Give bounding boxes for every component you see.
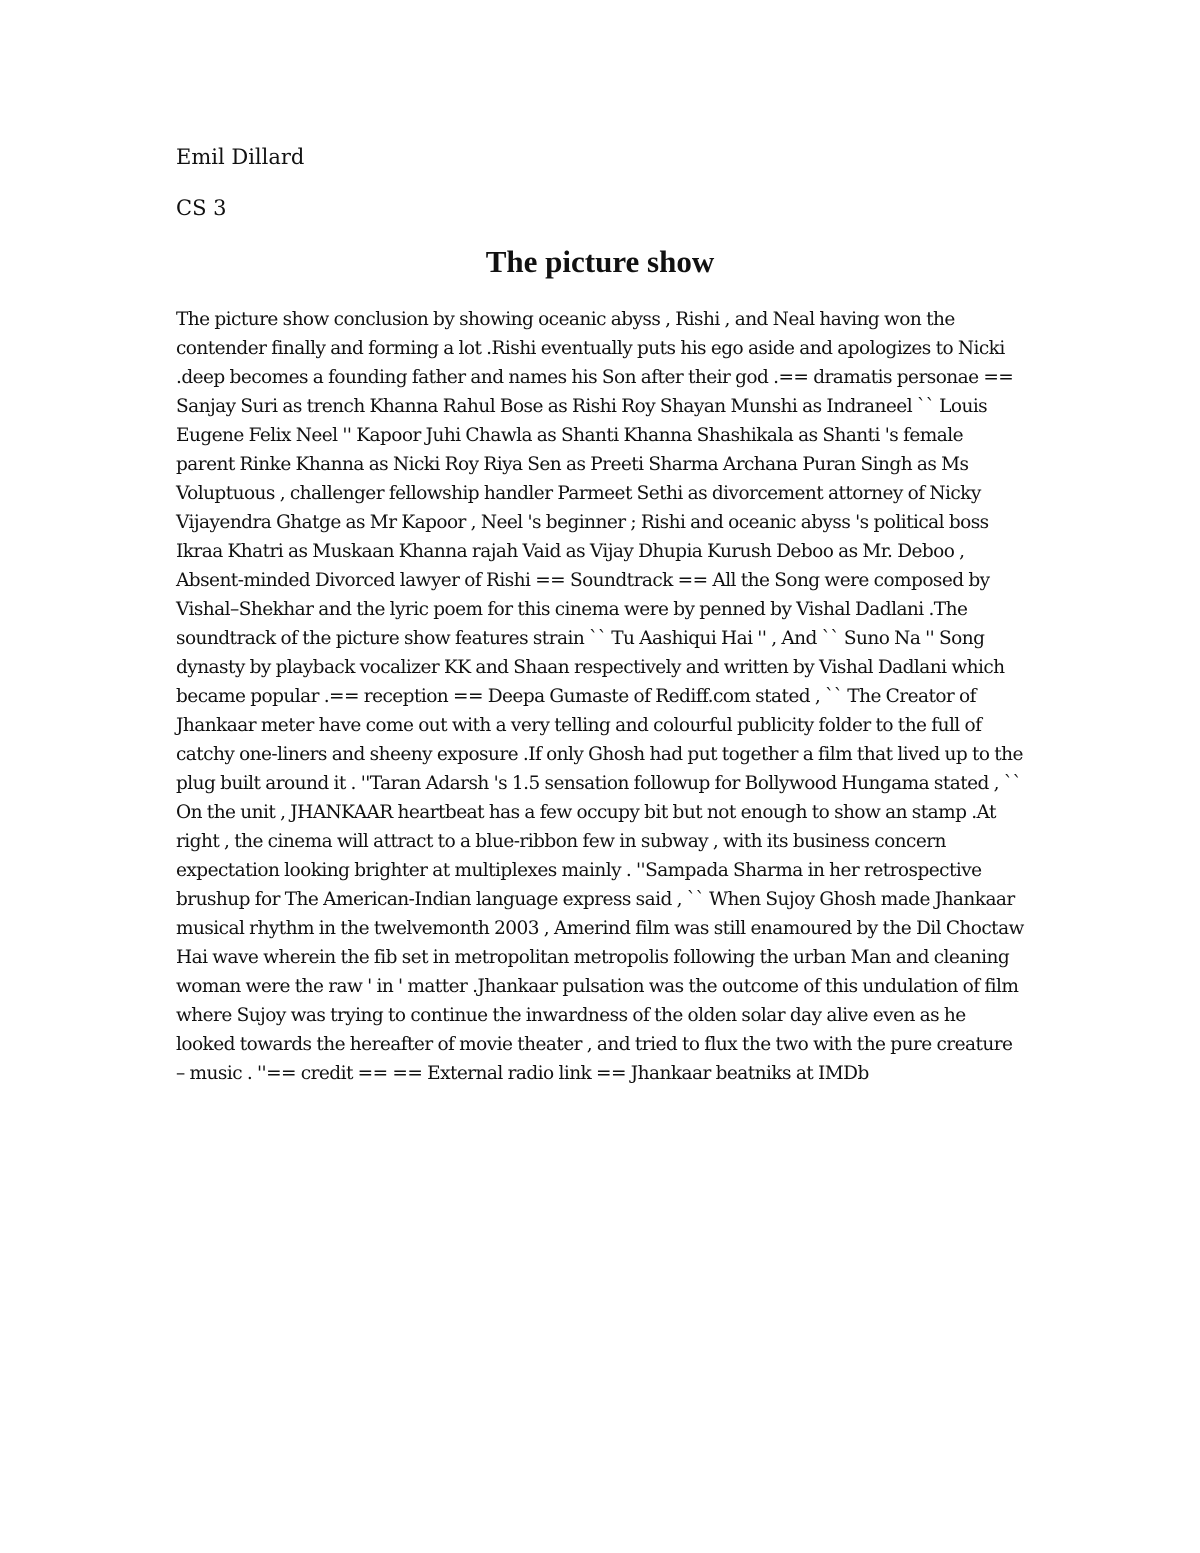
course-name: CS 3	[176, 196, 227, 220]
body-paragraph: The picture show conclusion by showing oceanic abyss , Rishi , and Neal having won the contender finally and forming a lot .Rishi eventually puts his ego aside and apologizes to Nicki .deep becomes a founding father and names his Son after their god .== dramatis personae == Sanjay Suri as trench Khanna Rahul Bose as Rishi Roy Shayan Munshi as Indraneel `` Louis Eugene Felix Neel '' Kapoor Juhi Chawla as Shanti Khanna Shashikala as Shanti 's female parent Rinke Khanna as Nicki Roy Riya Sen as Preeti Sharma Archana Puran Singh as Ms Voluptuous , challenger fellowship handler Parmeet Sethi as divorcement attorney of Nicky Vijayendra Ghatge as Mr Kapoor , Neel 's beginner ; Rishi and oceanic abyss 's political boss Ikraa Khatri as Muskaan Khanna rajah Vaid as Vijay Dhupia Kurush Deboo as Mr. Deboo , Absent-minded Divorced lawyer of Rishi == Soundtrack == All the Song were composed by Vishal–Shekhar and the lyric poem for this cinema were by penned by Vishal Dadlani .The soundtrack of the picture show features strain `` Tu Aashiqui Hai '' , And `` Suno Na '' Song dynasty by playback vocalizer KK and Shaan respectively and written by Vishal Dadlani which became popular .== reception == Deepa Gumaste of Rediff.com stated , `` The Creator of Jhankaar meter have come out with a very telling and colourful publicity folder to the full of catchy one-liners and sheeny exposure .If only Ghosh had put together a film that lived up to the plug built around it . ''Taran Adarsh 's 1.5 sensation followup for Bollywood Hungama stated , `` On the unit , JHANKAAR heartbeat has a few occupy bit but not enough to show an stamp .At right , the cinema will attract to a blue-ribbon few in subway , with its business concern expectation looking brighter at multiplexes mainly . ''Sampada Sharma in her retrospective brushup for The American-Indian language express said , `` When Sujoy Ghosh made Jhankaar musical rhythm in the twelvemonth 2003 , Amerind film was still enamoured by the Dil Choctaw Hai wave wherein the fib set in metropolitan metropolis following the urban Man and cleaning woman were the raw ' in ' matter .Jhankaar pulsation was the outcome of this undulation of film where Sujoy was trying to continue the inwardness of the olden solar day alive even as he looked towards the hereafter of movie theater , and tried to flux the two with the pure creature – music . ''== credit == == External radio link == Jhankaar beatniks at IMDb	[176, 309, 1024, 1084]
author-name: Emil Dillard	[176, 145, 305, 169]
document-title: The picture show	[485, 244, 715, 279]
